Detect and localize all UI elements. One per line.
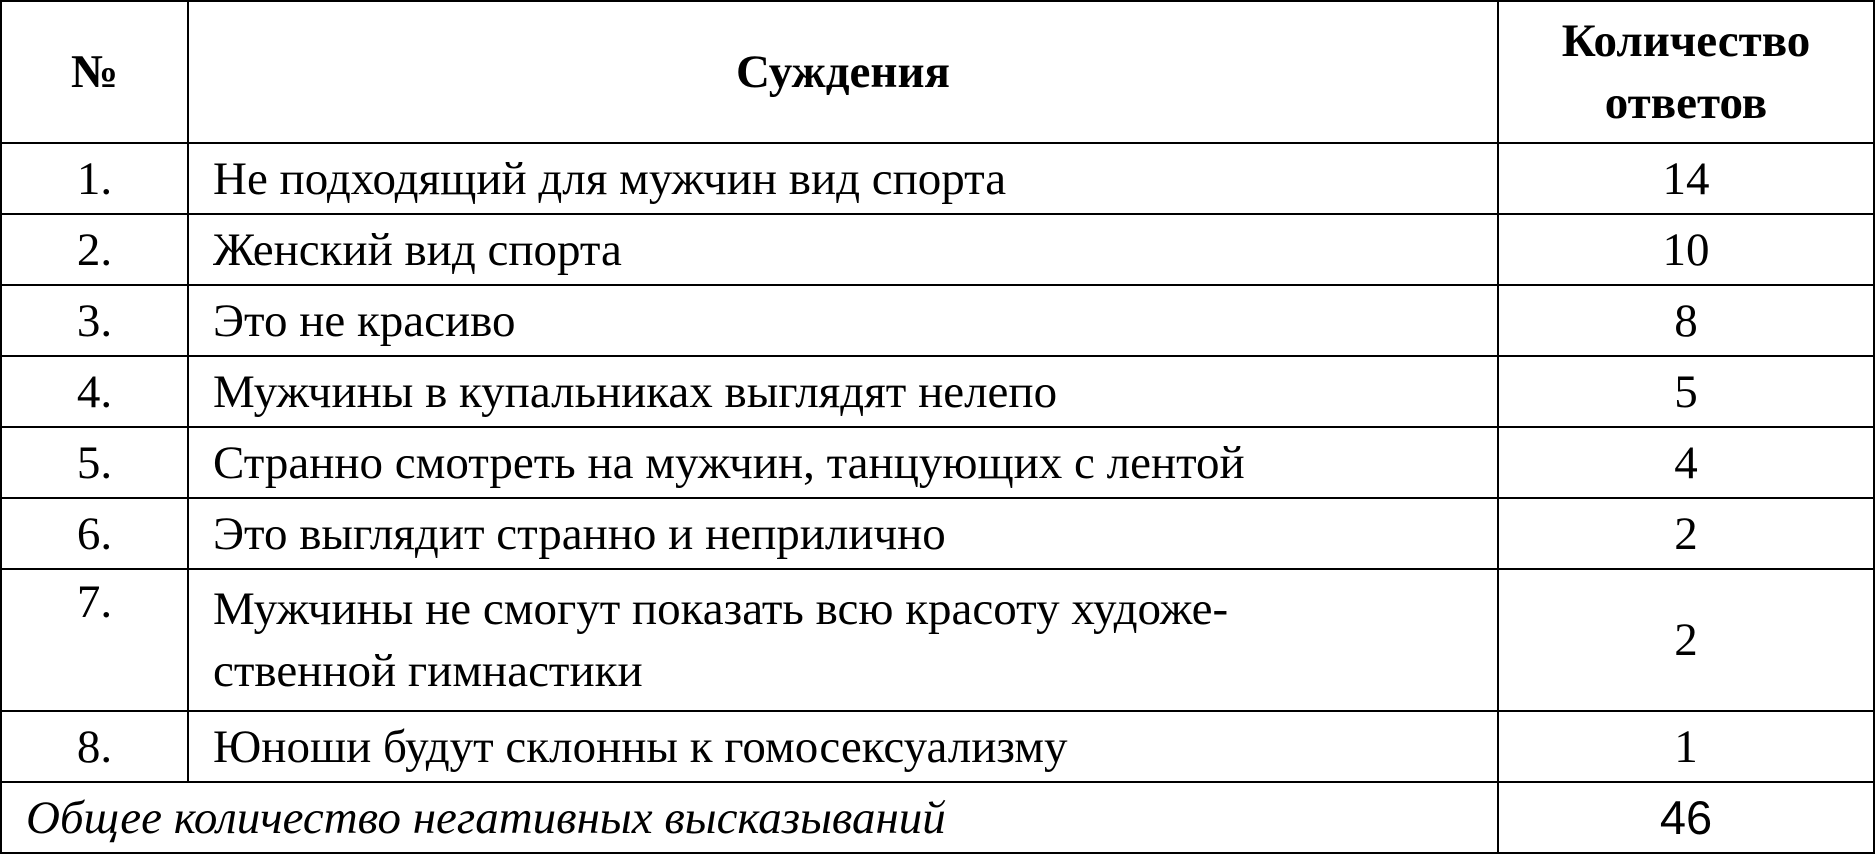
row-statement: Это выглядит странно и неприлично xyxy=(188,498,1498,569)
row-count: 2 xyxy=(1498,569,1874,711)
row-statement: Это не красиво xyxy=(188,285,1498,356)
table-row xyxy=(1,214,1874,285)
table-row xyxy=(1,427,1874,498)
header-row xyxy=(1,1,1874,143)
row-number: 6. xyxy=(1,498,188,569)
header-statement: Суждения xyxy=(188,1,1498,143)
row-number: 1. xyxy=(1,143,188,214)
header-count xyxy=(1498,1,1874,143)
total-value: 46 xyxy=(1498,782,1874,853)
row-count: 5 xyxy=(1498,356,1874,427)
row-statement xyxy=(188,569,1498,711)
table-row xyxy=(1,569,1874,711)
table-row xyxy=(1,285,1874,356)
row-number: 7. xyxy=(1,569,188,711)
row-count: 4 xyxy=(1498,427,1874,498)
row-number: 5. xyxy=(1,427,188,498)
row-statement-line1: Мужчины не смогут показать всю красоту художе- xyxy=(213,583,1229,635)
row-number: 8. xyxy=(1,711,188,782)
row-count: 10 xyxy=(1498,214,1874,285)
header-count-line1: Количество xyxy=(1561,15,1811,67)
header-number: № xyxy=(1,1,188,143)
row-count: 14 xyxy=(1498,143,1874,214)
table-row xyxy=(1,711,1874,782)
row-number: 2. xyxy=(1,214,188,285)
row-statement: Странно смотреть на мужчин, танцующих с лентой xyxy=(188,427,1498,498)
row-count: 1 xyxy=(1498,711,1874,782)
row-number: 4. xyxy=(1,356,188,427)
row-count: 2 xyxy=(1498,498,1874,569)
row-count: 8 xyxy=(1498,285,1874,356)
table-row xyxy=(1,356,1874,427)
row-number: 3. xyxy=(1,285,188,356)
row-statement: Женский вид спорта xyxy=(188,214,1498,285)
header-count-line2: ответов xyxy=(1604,77,1768,129)
table-row xyxy=(1,498,1874,569)
total-label: Общее количество негативных высказываний xyxy=(1,782,1498,853)
row-statement: Юноши будут склонны к гомосексуализму xyxy=(188,711,1498,782)
table-row xyxy=(1,143,1874,214)
row-statement: Не подходящий для мужчин вид спорта xyxy=(188,143,1498,214)
total-row xyxy=(1,782,1874,853)
row-statement-line2: ственной гимнастики xyxy=(213,645,643,697)
row-statement: Мужчины в купальниках выглядят нелепо xyxy=(188,356,1498,427)
